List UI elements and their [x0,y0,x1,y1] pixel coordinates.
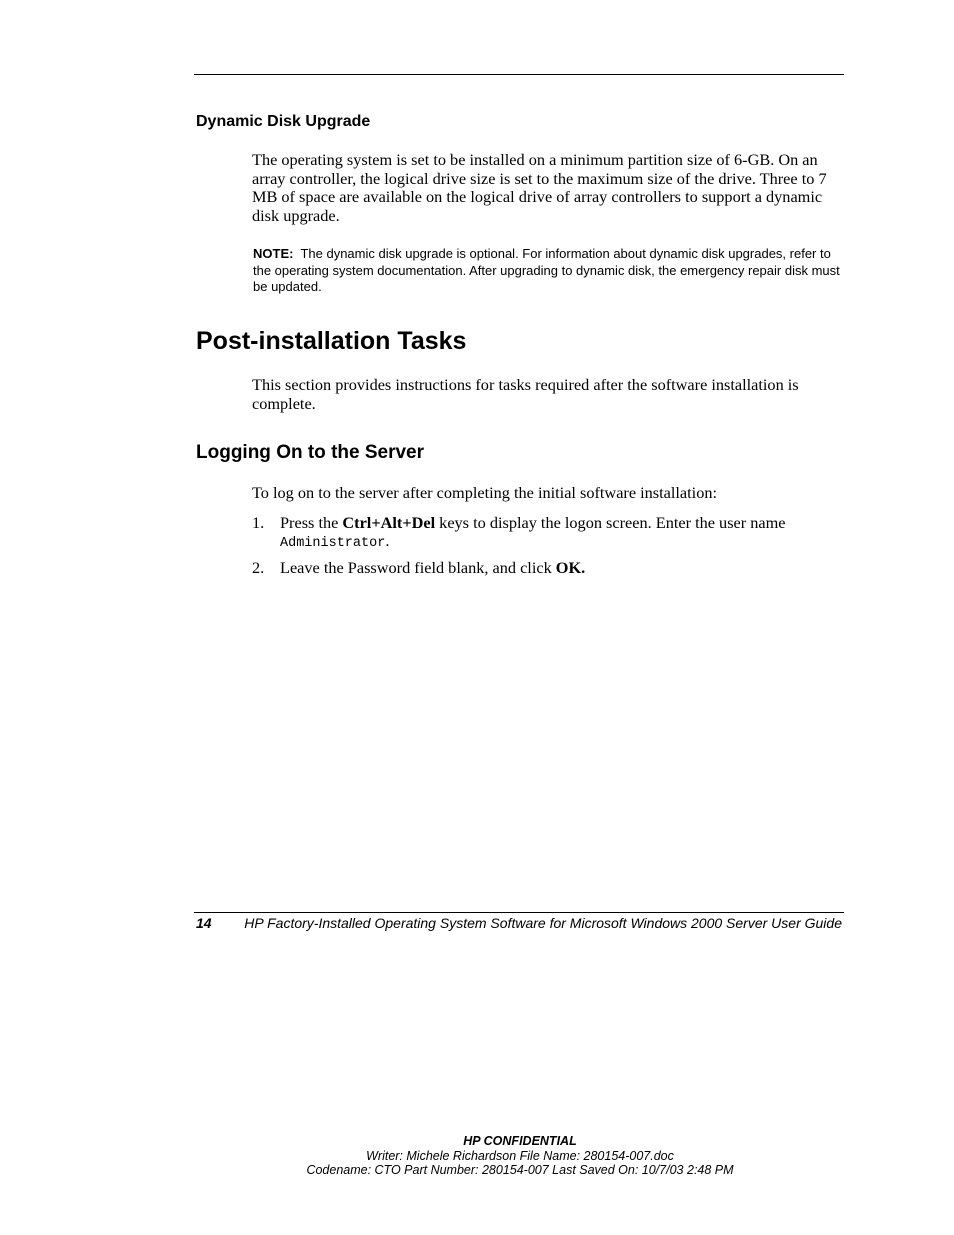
ok-label: OK. [555,558,586,577]
note-dynamic-disk [253,246,843,296]
document-info: Codename: CTO Part Number: 280154-007 Last Saved On: 10/7/03 2:48 PM [306,1163,734,1177]
paragraph-post-installation: This section provides instructions for tasks required after the software installation is complete. [252,375,799,413]
footer-rule [194,912,844,913]
step-text-part: Press the [280,513,343,532]
paragraph-dynamic-disk: The operating system is set to be installed on a minimum partition size of 6-GB. On an array controller, the logical drive size is set to the maximum size of the drive. Three to 7 MB of space are available on the logical drive of array controllers to support a dynamic disk upgrade. [252,150,827,226]
heading-dynamic-disk-upgrade: Dynamic Disk Upgrade [196,113,371,130]
list-item-text [280,559,840,577]
list-item-number: 2. [252,558,265,577]
username-code: Administrator [280,536,386,551]
key-combination: Ctrl+Alt+Del [342,513,436,532]
page-number: 14 [196,915,212,931]
footer-title: HP Factory-Installed Operating System Software for Microsoft Windows 2000 Server User Guide [244,915,842,931]
note-text: The dynamic disk upgrade is optional. For information about dynamic disk upgrades, refer to the operating system documentation. After upgrading to dynamic disk, the emergency repair disk must be updated. [253,246,840,295]
confidential-label: HP CONFIDENTIAL [463,1134,577,1148]
heading-post-installation-tasks: Post-installation Tasks [196,327,467,355]
step-text-part: . [385,531,390,550]
paragraph-logon-intro: To log on to the server after completing the initial software installation: [252,483,718,502]
note-label: NOTE: [253,246,294,261]
header-rule [194,74,844,75]
list-item-number: 1. [252,513,265,532]
writer-info: Writer: Michele Richardson File Name: 280154-007.doc [366,1149,674,1163]
step-text-part: keys to display the logon screen. Enter the user name [435,513,786,532]
heading-logging-on: Logging On to the Server [196,442,425,463]
step-text-part: Leave the Password field blank, and click [280,558,556,577]
list-item-text [280,514,840,553]
